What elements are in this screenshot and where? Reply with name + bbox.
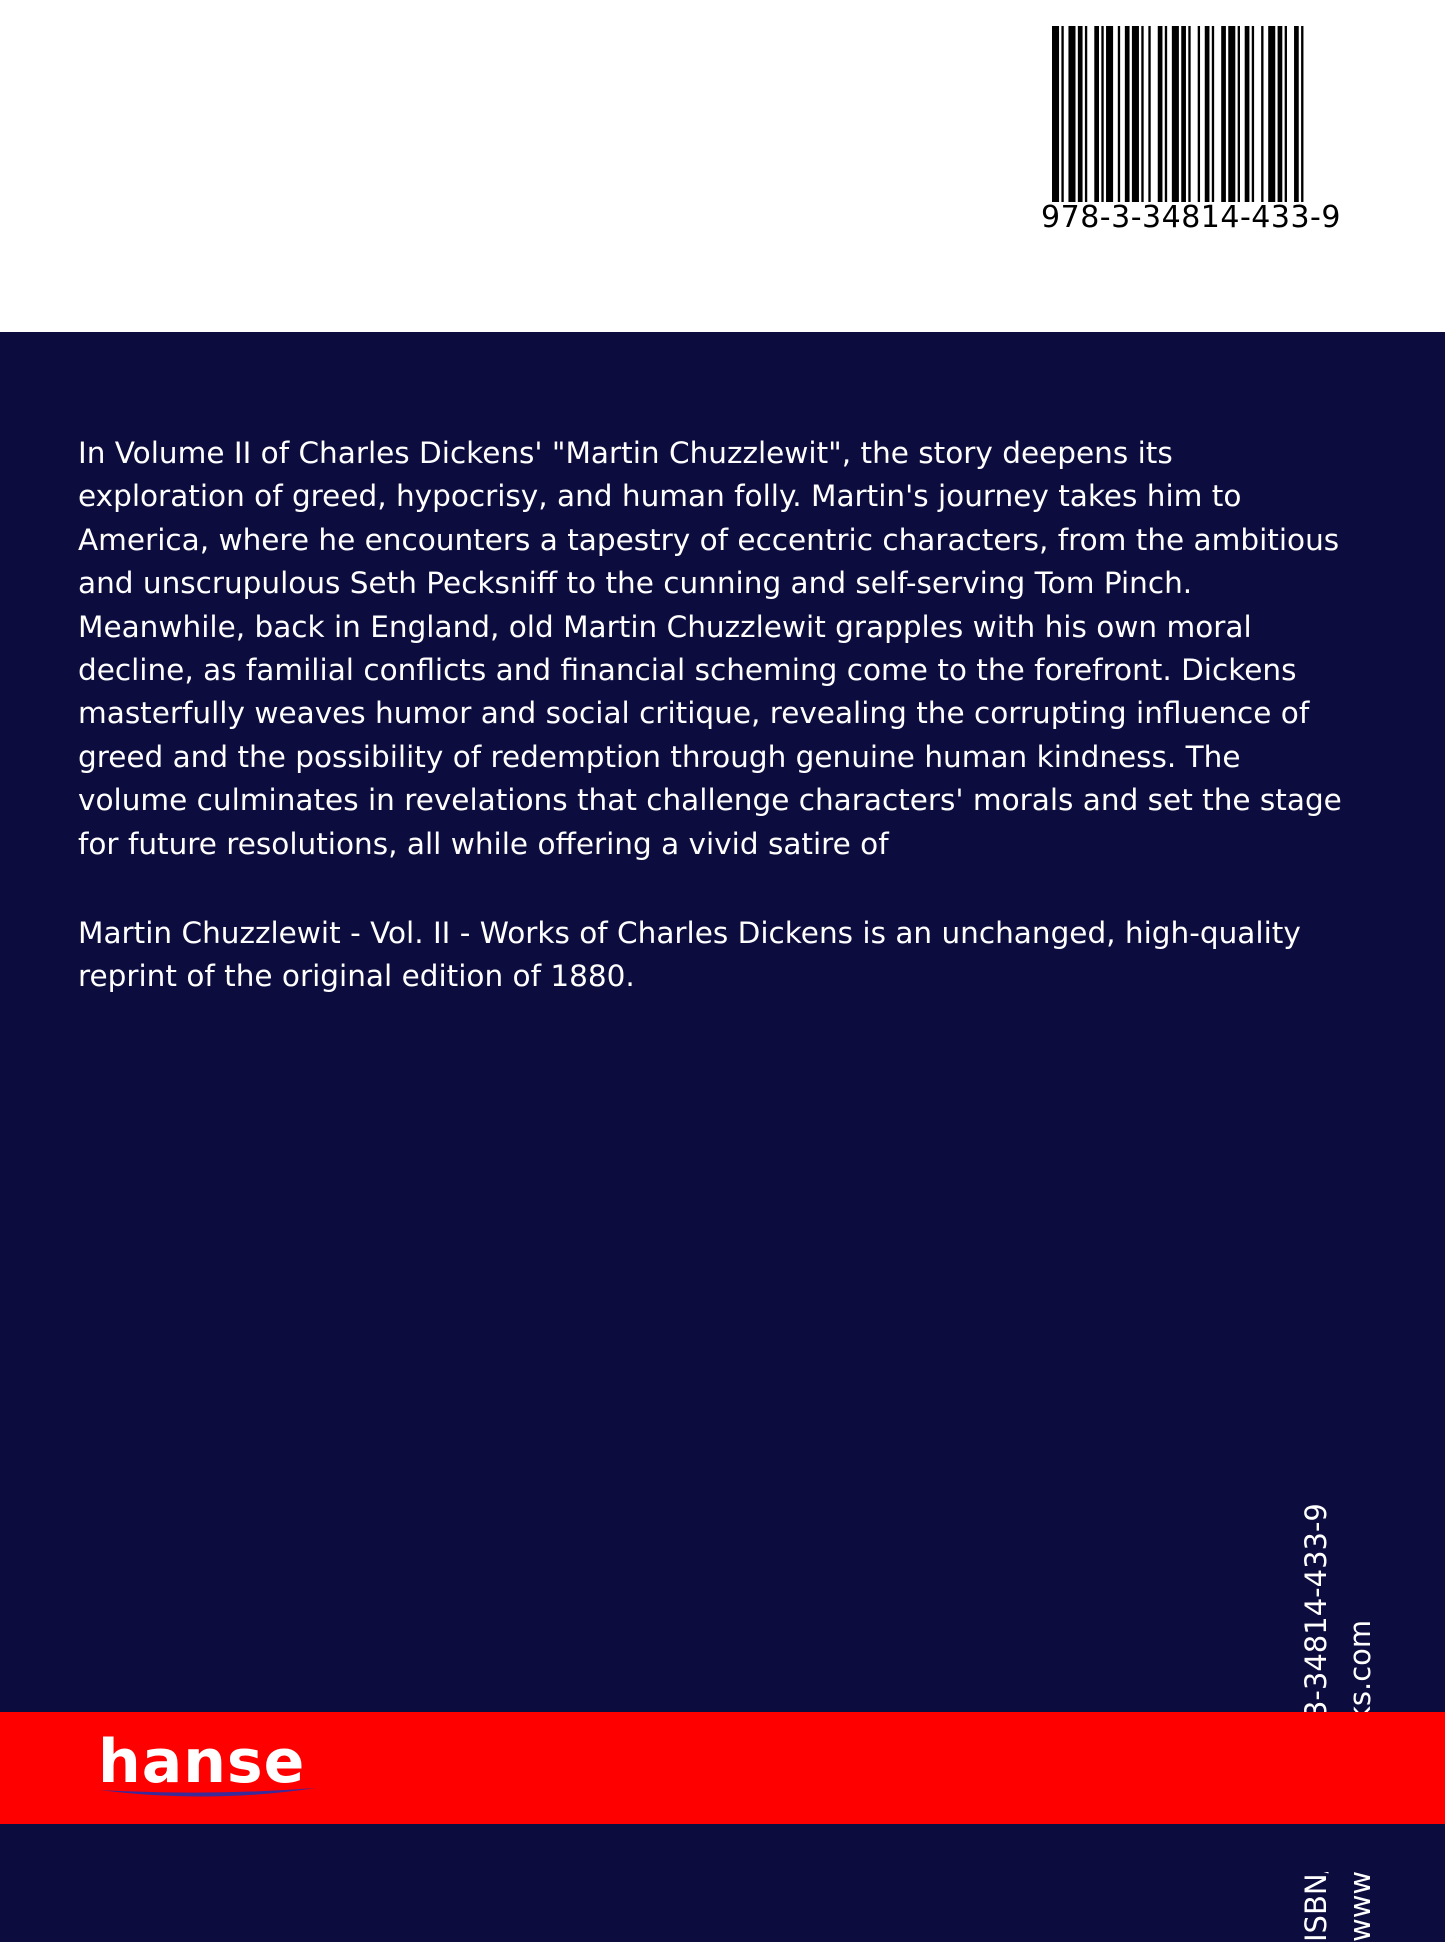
barcode xyxy=(1040,20,1360,250)
bottom-strip xyxy=(0,1824,1445,1872)
publisher-band xyxy=(0,1712,1445,1824)
book-description: In Volume II of Charles Dickens' "Martin Chuzzlewit", the story deepens its exploration of greed, hypocrisy, and human folly. Martin's journey takes him to America, where he encounters a tapestry of eccentric characters, from the ambitious and unscrupulous Seth Pecksniff to the cunning and self-serving Tom Pinch. Meanwhile, back in England, old Martin Chuzzlewit grapples with his own moral decline, as familial conflicts and financial scheming come to the forefront. Dickens masterfully weaves humor and social critique, revealing the corrupting influence of greed and the possibility of redemption through genuine human kindness. The volume culminates in revelations that challenge characters' morals and set the stage for future resolutions, all while offering a vivid satire of xyxy=(78,436,1342,861)
hanse-logo xyxy=(98,1727,328,1810)
back-cover-panel xyxy=(0,332,1445,1712)
logo-swoosh-icon xyxy=(98,1782,318,1802)
top-white-band xyxy=(0,0,1445,332)
logo-wordmark: hanse xyxy=(98,1727,306,1797)
barcode-bars xyxy=(1052,26,1342,202)
barcode-number: 978-3-34814-433-9 xyxy=(1041,200,1341,235)
reprint-note: Martin Chuzzlewit - Vol. II - Works of Charles Dickens is an unchanged, high-quality reprint of the original edition of 1880. xyxy=(78,916,1301,994)
